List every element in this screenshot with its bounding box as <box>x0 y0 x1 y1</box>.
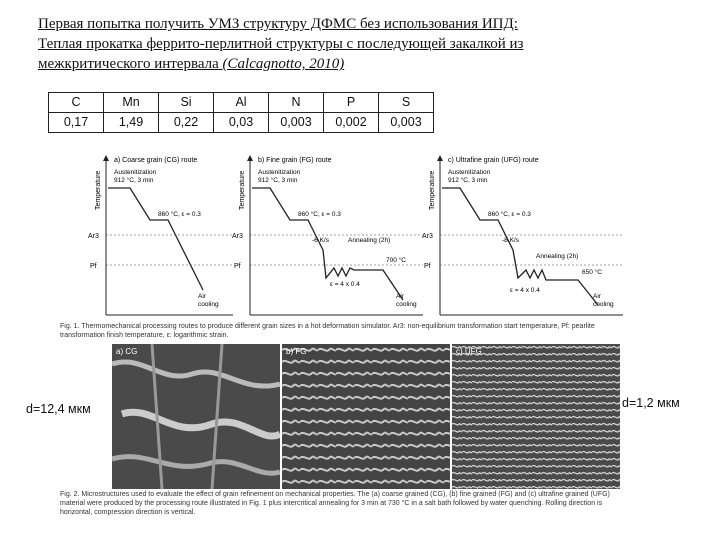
table-cell: C <box>49 93 104 113</box>
table-cell: 0,003 <box>379 113 434 133</box>
route-panel-ufg <box>422 157 623 315</box>
rate-label: -8 K/s <box>502 237 519 244</box>
table-cell: 0,002 <box>324 113 379 133</box>
micrograph-cg-texture <box>112 344 280 489</box>
table-cell: P <box>324 93 379 113</box>
deform-label: 860 °C, ε = 0.3 <box>488 211 531 218</box>
grain-size-coarse: d=12,4 мкм <box>26 402 91 416</box>
air-label: Air <box>198 293 206 300</box>
table-cell: 0,22 <box>159 113 214 133</box>
cooling-label: cooling <box>593 301 614 308</box>
pf-label: Pf <box>234 263 241 270</box>
table-cell: 0,003 <box>269 113 324 133</box>
table-cell: 1,49 <box>104 113 159 133</box>
rate-label: -6 K/s <box>312 237 329 244</box>
aust-label: Austenitization <box>114 169 157 176</box>
aust-cond: 912 °C, 3 min <box>258 177 298 184</box>
ar3-label: Ar3 <box>422 233 433 240</box>
air-label: Air <box>593 293 601 300</box>
ar3-label: Ar3 <box>232 233 243 240</box>
panel-title: b) Fine grain (FG) route <box>258 157 332 164</box>
composition-header-row <box>49 93 434 113</box>
y-axis-label: Temperature <box>429 170 436 210</box>
micrograph-label: b) FG <box>286 347 307 356</box>
micrograph-label: a) CG <box>116 347 138 356</box>
title-line-2: Теплая прокатка феррито-перлитной структуры с последующей закалкой из <box>38 36 524 52</box>
cooling-label: cooling <box>396 301 417 308</box>
aust-cond: 912 °C, 3 min <box>114 177 154 184</box>
title-line-1: Первая попытка получить УМЗ структуру ДФМС без использования ИПД: <box>38 16 518 32</box>
figure-2-caption: Fig. 2. Microstructures used to evaluate the effect of grain refinement on mechanical properties. The (a) coarse grained (CG), (b) fine grained (FG) and (c) ultrafine grained (UFG) material were produced by the processing route illustrated in Fig. 1 plus intercritical annealing for 3 min at 730 °C in a salt bath followed by water quenching. Rolling direction is horizontal, compression direction is vertical. <box>60 491 610 516</box>
strain-label: ε = 4 x 0.4 <box>330 281 360 288</box>
anneal-temp: 650 °C <box>582 269 602 276</box>
table-cell: 0,17 <box>49 113 104 133</box>
panel-title: a) Coarse grain (CG) route <box>114 157 198 164</box>
deform-label: 860 °C, ε = 0.3 <box>158 211 201 218</box>
micrograph-fg <box>282 344 450 489</box>
micrograph-fg-texture <box>282 344 450 489</box>
route-panel-cg <box>88 157 233 315</box>
aust-cond: 912 °C, 3 min <box>448 177 488 184</box>
cooling-label: cooling <box>198 301 219 308</box>
ar3-label: Ar3 <box>88 233 99 240</box>
table-cell: Al <box>214 93 269 113</box>
micrograph-label: c) UFG <box>456 347 482 356</box>
slide-title <box>38 14 638 74</box>
y-axis-label: Temperature <box>239 170 246 210</box>
table-cell: N <box>269 93 324 113</box>
anneal-label: Annealing (2h) <box>536 253 579 260</box>
citation: (Calcagnotto, 2010) <box>222 56 345 72</box>
pf-label: Pf <box>424 263 431 270</box>
route-panel-fg <box>232 157 423 315</box>
table-cell: S <box>379 93 434 113</box>
composition-value-row <box>49 113 434 133</box>
table-cell: 0,03 <box>214 113 269 133</box>
deform-label: 860 °C, ε = 0.3 <box>298 211 341 218</box>
anneal-label: Annealing (2h) <box>348 237 391 244</box>
strain-label: ε = 4 x 0.4 <box>510 287 540 294</box>
table-cell: Si <box>159 93 214 113</box>
title-line-3: межкритического интервала (Calcagnotto, 2010) <box>38 56 345 72</box>
micrograph-ufg <box>452 344 620 489</box>
figure-1-caption: Fig. 1. Thermomechanical processing routes to produce different grain sizes in a hot deformation simulator. Ar3: non-equilibrium transformation start temperature, Pf: pearlite transformation finish temperature, ε: logarithmic strain. <box>60 323 595 339</box>
anneal-temp: 700 °C <box>386 257 406 264</box>
pf-label: Pf <box>90 263 97 270</box>
panel-title: c) Ultrafine grain (UFG) route <box>448 157 539 164</box>
y-axis-label: Temperature <box>95 170 102 210</box>
processing-route-figure <box>58 150 628 340</box>
table-cell: Mn <box>104 93 159 113</box>
micrograph-cg <box>112 344 280 489</box>
aust-label: Austenitization <box>448 169 491 176</box>
aust-label: Austenitization <box>258 169 301 176</box>
air-label: Air <box>396 293 404 300</box>
composition-table <box>48 92 434 133</box>
grain-size-ultrafine: d=1,2 мкм <box>622 396 680 410</box>
micrograph-ufg-texture <box>452 344 620 489</box>
